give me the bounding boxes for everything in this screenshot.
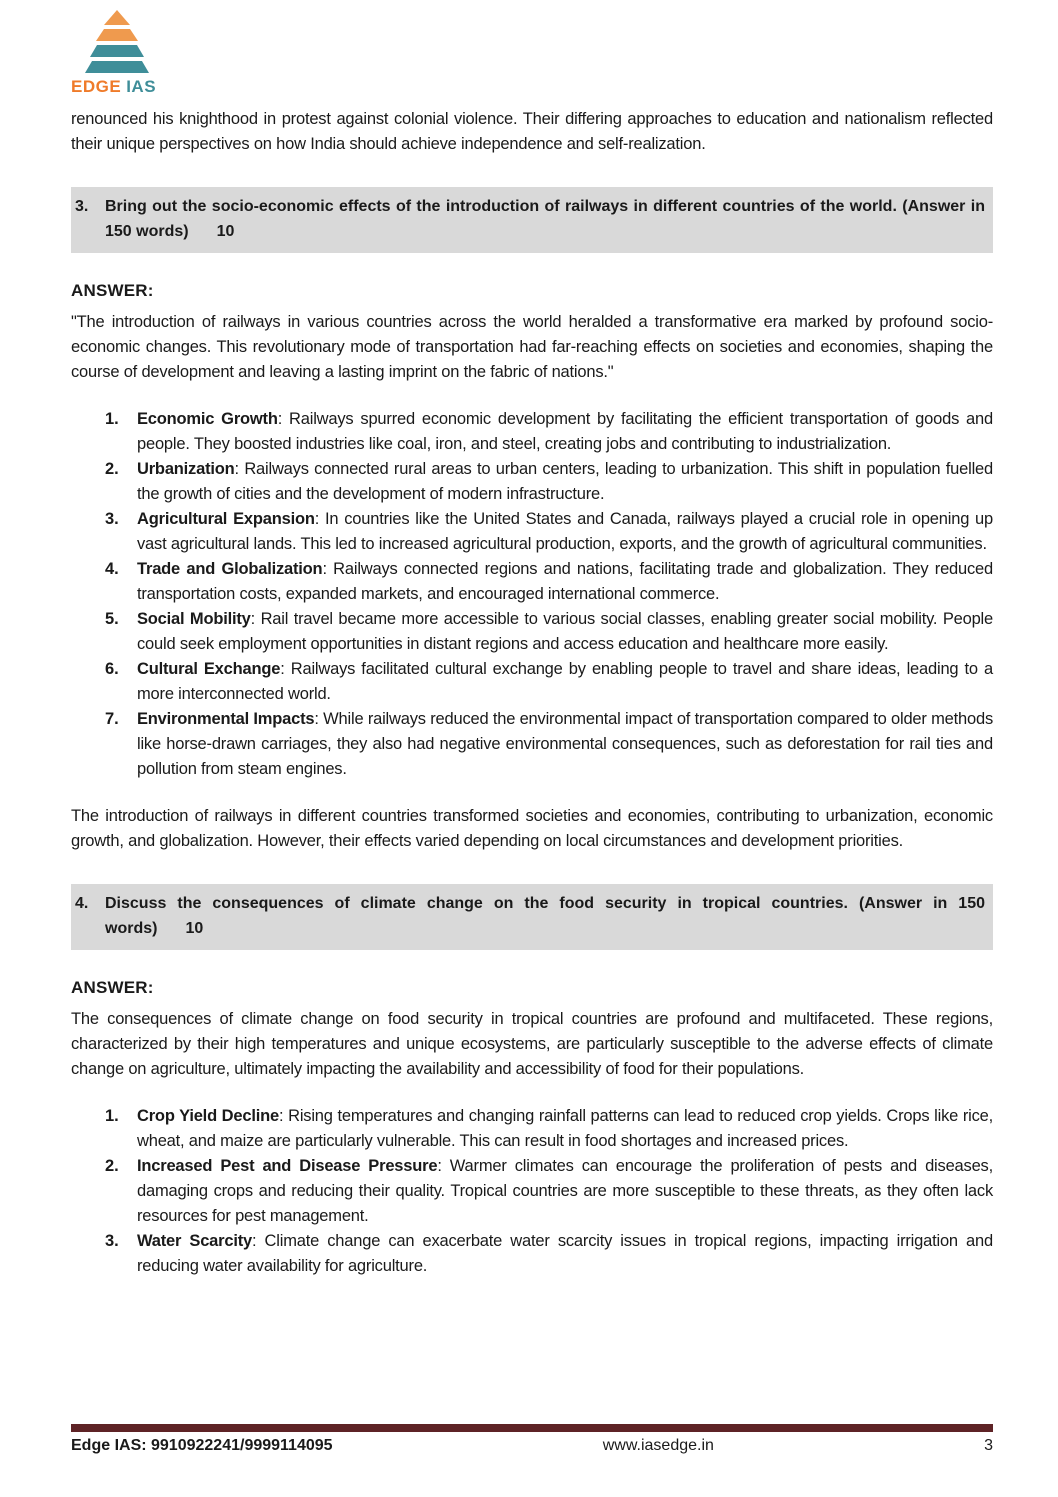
logo-wordmark: [71, 77, 191, 97]
list-item-body: : Railways connected rural areas to urban centers, leading to urbanization. This shift in population fuelled the growth of cities and the development of modern infrastructure.: [137, 460, 993, 503]
page-number: 3: [984, 1437, 993, 1454]
list-item-text: [137, 557, 993, 607]
question-4-block: [71, 884, 993, 950]
pyramid-band-3: [90, 45, 144, 57]
list-item-body: : Railways connected regions and nations, facilitating trade and globalization. They reduced transportation costs, expanded markets, and encouraged international commerce.: [137, 560, 994, 603]
list-item-title: Water Scarcity: [137, 1232, 253, 1250]
answer-4-intro: The consequences of climate change on food security in tropical countries are profound and multifaceted. These regions, characterized by their high temperatures and unique ecosystems, are particularly susceptible to the adverse effects of climate change on agriculture, ultimately impacting the availability and accessibility of food for their populations.: [71, 1010, 993, 1078]
footer-website: www.iasedge.in: [602, 1437, 714, 1454]
footer-row: [71, 1437, 993, 1455]
question-4-number: 4.: [75, 895, 89, 912]
answer-3-conclusion: The introduction of railways in different countries transformed societies and economies, contributing to urbanization, economic growth, and globalization. However, their effects varied depending on local circumstances and development priorities.: [71, 807, 993, 850]
list-item-number: 3.: [105, 510, 119, 528]
list-item-text: [137, 1229, 993, 1279]
list-item-body: : In countries like the United States and Canada, railways played a crucial role in opening up vast agricultural lands. This led to increased agricultural production, exports, and the growth of agricultural communities.: [137, 510, 994, 553]
list-item-text: [137, 707, 993, 782]
list-item-number: 1.: [105, 1107, 119, 1125]
list-item: [105, 507, 993, 557]
pyramid-band-top: [104, 10, 130, 25]
list-item-text: [137, 657, 993, 707]
list-item-title: Agricultural Expansion: [137, 510, 315, 528]
list-item: [105, 607, 993, 657]
logo-text-ias: IAS: [126, 77, 157, 96]
list-item-text: [137, 1104, 993, 1154]
list-item-number: 5.: [105, 610, 119, 628]
list-item: [105, 407, 993, 457]
question-3-marks: 10: [216, 223, 235, 240]
list-item-body: : Rising temperatures and changing rainfall patterns can lead to reduced crop yields. Crops like rice, wheat, and maize are particularly vulnerable. This can result in food shortages and increased prices.: [137, 1107, 993, 1150]
list-item-text: [137, 507, 993, 557]
question-4-text: [105, 891, 985, 941]
list-item-title: Environmental Impacts: [137, 710, 315, 728]
list-item-title: Trade and Globalization: [137, 560, 323, 578]
question-3-number: 3.: [75, 198, 89, 215]
list-item-title: Cultural Exchange: [137, 660, 281, 678]
list-item-number: 3.: [105, 1232, 119, 1250]
question-4-marks: 10: [185, 920, 204, 937]
question-4-statement: Discuss the consequences of climate change on the food security in tropical countries. (Answer in 150 words): [105, 895, 985, 937]
list-item-text: [137, 1154, 993, 1229]
list-item-number: 6.: [105, 660, 119, 678]
question-3-statement: Bring out the socio-economic effects of the introduction of railways in different countries of the world. (Answer in 150 words): [105, 198, 985, 240]
footer-rule: [71, 1424, 993, 1432]
footer-contact: Edge IAS: 9910922241/9999114095: [71, 1437, 333, 1454]
intro-paragraph: renounced his knighthood in protest against colonial violence. Their differing approaches to education and nationalism reflected their unique perspectives on how India should achieve independence and self-realization.: [71, 110, 993, 153]
pyramid-logo-icon: [85, 10, 149, 73]
list-item-number: 7.: [105, 710, 119, 728]
list-item: [105, 557, 993, 607]
question-3-block: [71, 187, 993, 253]
list-item: [105, 657, 993, 707]
list-item-title: Increased Pest and Disease Pressure: [137, 1157, 438, 1175]
question-3-text: [105, 194, 985, 244]
list-item-body: : Rail travel became more accessible to various social classes, enabling greater social mobility. People could seek employment opportunities in distant regions and access education and healthcare more easily.: [137, 610, 993, 653]
list-item-body: : While railways reduced the environmental impact of transportation compared to older methods like horse-drawn carriages, they also had negative environmental consequences, such as deforestation for rail ties and pollution from steam engines.: [137, 710, 993, 778]
list-item: [105, 707, 993, 782]
page-footer: [71, 1424, 993, 1455]
answer-3-quote: "The introduction of railways in various countries across the world heralded a transformative era marked by profound socio-economic changes. This revolutionary mode of transportation had far-reaching effects on societies and economies, shaping the course of development and leaving a lasting imprint on the fabric of nations.": [71, 313, 993, 381]
answer-4-list: [105, 1104, 993, 1279]
list-item: [105, 457, 993, 507]
list-item-text: [137, 607, 993, 657]
answer-3-heading: ANSWER:: [71, 281, 154, 300]
list-item: [105, 1154, 993, 1229]
list-item-number: 2.: [105, 1157, 119, 1175]
list-item-title: Crop Yield Decline: [137, 1107, 279, 1125]
edge-ias-logo: [45, 10, 191, 97]
list-item-body: : Railways spurred economic development by facilitating the efficient transportation of goods and people. They boosted industries like coal, iron, and steel, creating jobs and contributing to industrialization.: [137, 410, 993, 453]
list-item-text: [137, 457, 993, 507]
list-item: [105, 1229, 993, 1279]
list-item-number: 4.: [105, 560, 119, 578]
list-item-title: Social Mobility: [137, 610, 251, 628]
list-item-number: 1.: [105, 410, 119, 428]
list-item-title: Economic Growth: [137, 410, 278, 428]
list-item-body: : Warmer climates can encourage the proliferation of pests and diseases, damaging crops and reducing their quality. Tropical countries are more susceptible to these threats, as they often lack resources for pest management.: [137, 1157, 993, 1225]
list-item-body: : Railways facilitated cultural exchange by enabling people to travel and share ideas, leading to a more interconnected world.: [137, 660, 994, 703]
pyramid-band-base: [85, 61, 149, 73]
list-item-body: : Climate change can exacerbate water scarcity issues in tropical regions, impacting irrigation and reducing water availability for agriculture.: [137, 1232, 993, 1275]
list-item-title: Urbanization: [137, 460, 235, 478]
list-item-number: 2.: [105, 460, 119, 478]
answer-4-heading: ANSWER:: [71, 978, 154, 997]
list-item: [105, 1104, 993, 1154]
list-item-text: [137, 407, 993, 457]
pyramid-band-2: [96, 29, 138, 41]
logo-text-edge: EDGE: [71, 77, 122, 96]
answer-3-list: [105, 407, 993, 782]
